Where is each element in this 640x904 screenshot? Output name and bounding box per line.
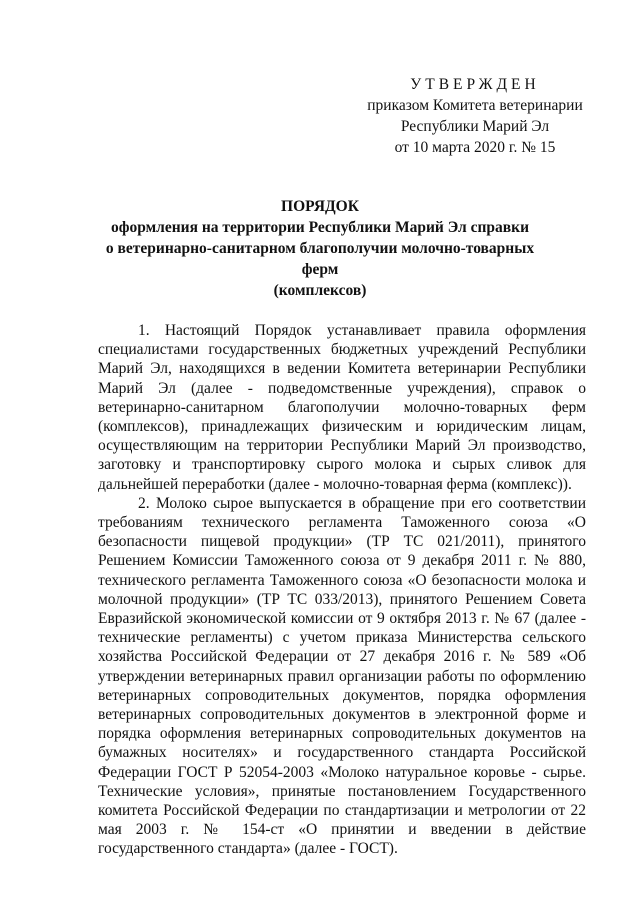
approval-line-3: от 10 марта 2020 г. № 15 bbox=[394, 139, 556, 156]
paragraph-1: 1. Настоящий Порядок устанавливает правила оформления специалистами государственных бюджетных учреждений Республики Марий Эл, находящихся в ведении Комитета ветеринарии Республики Марий Эл (далее - подведомственные учреждения), справок о ветеринарно-санитарном благополучии молочно-товарных ферм (комплексов), принадлежащих физическим и юридическим лицам, осуществляющим на территории Республики Марий Эл производство, заготовку и транспортировку сырого молока и сырых сливок для дальнейшей переработки (далее - молочно-товарная ферма (комплекс)). bbox=[98, 322, 586, 493]
approval-heading: УТВЕРЖДЕН bbox=[410, 76, 540, 93]
title-line-3: (комплексов) bbox=[273, 282, 367, 299]
title-line-1: оформления на территории Республики Марий Эл справки bbox=[110, 219, 530, 236]
document-title bbox=[100, 196, 540, 301]
approval-line-2: Республики Марий Эл bbox=[400, 118, 550, 135]
approval-stamp bbox=[360, 74, 590, 158]
paragraph-2: 2. Молоко сырое выпускается в обращение при его соответствии требованиям технического регламента Таможенного союза «О безопасности пищевой продукции» (ТР ТС 021/2011), принятого Решением Комиссии Таможенного союза от 9 декабря 2011 г. № 880, технического регламента Таможенного союза «О безопасности молока и молочной продукции» (ТР ТС 033/2013), принятого Решением Совета Евразийской экономической комиссии от 9 октября 2013 г. № 67 (далее - технические регламенты) с учетом приказа Министерства сельского хозяйства Российской Федерации от 27 декабря 2016 г. № 589 «Об утверждении ветеринарных правил организации работы по оформлению ветеринарных сопроводительных документов, порядка оформления ветеринарных сопроводительных документов в электронной форме и порядка оформления ветеринарных сопроводительных документов на бумажных носителях» и государственного стандарта Российской Федерации ГОСТ Р 52054-2003 «Молоко натуральное коровье - сырье. Технические условия», принятые постановлением Государственного комитета Российской Федерации по стандартизации и метрологии от 22 мая 2003 г. № 154-ст «О принятии и введении в действие государственного стандарта» (далее - ГОСТ). bbox=[98, 494, 586, 858]
approval-line-1: приказом Комитета ветеринарии bbox=[367, 97, 583, 114]
title-line-2: о ветеринарно-санитарном благополучии молочно-товарных ферм bbox=[105, 240, 535, 278]
title-main: ПОРЯДОК bbox=[281, 198, 359, 215]
document-body bbox=[98, 321, 586, 859]
